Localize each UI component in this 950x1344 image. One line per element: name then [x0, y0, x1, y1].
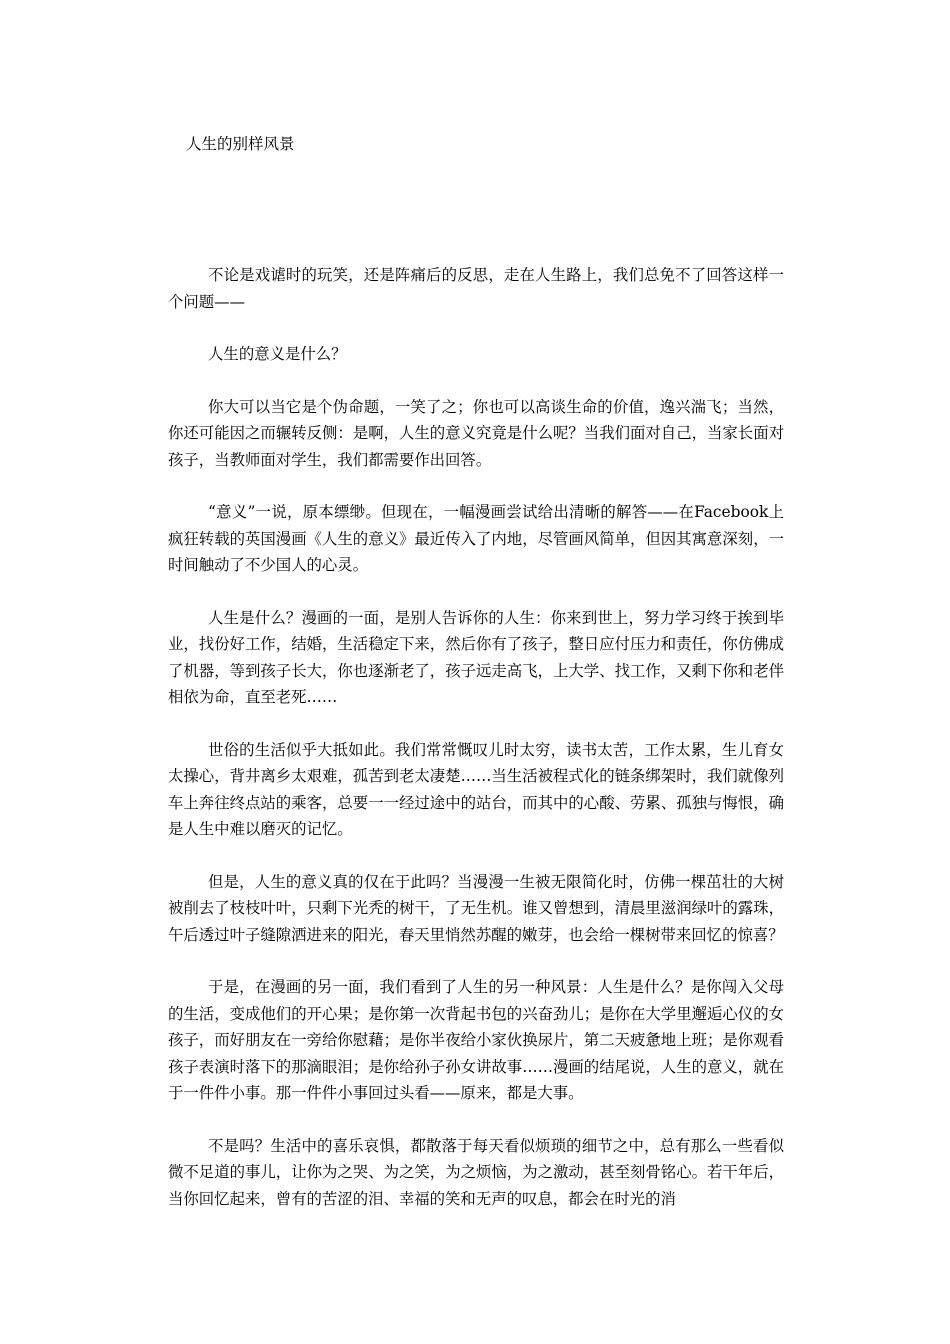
paragraph: 不是吗？生活中的喜乐哀惧，都散落于每天看似烦琐的细节之中，总有那么一些看似微不足道的事儿，让你为之哭、为之笑，为之烦恼，为之激动，甚至刻骨铭心。若干年后，当你回忆起来，曾有的苦涩的泪、幸福的笑和无声的叹息，都会在时光的消 [168, 1136, 784, 1208]
paragraph: 但是，人生的意义真的仅在于此吗？当漫漫一生被无限简化时，仿佛一棵茁壮的大树被削去了枝枝叶叶，只剩下光秃的树干，了无生机。谁又曾想到，清晨里滋润绿叶的露珠，午后透过叶子缝隙洒进来的阳光，春天里悄然苏醒的嫩芽，也会给一棵树带来回忆的惊喜？ [168, 872, 784, 944]
paragraph: 于是，在漫画的另一面，我们看到了人生的另一种风景：人生是什么？是你闯入父母的生活，变成他们的开心果；是你第一次背起书包的兴奋劲儿；是你在大学里邂逅心仪的女孩子，而好朋友在一旁给你慰藉；是你半夜给小家伙换尿片，第二天疲惫地上班；是你观看孩子表演时落下的那滴眼泪；是你给孙子孙女讲故事……漫画的结尾说，人生的意义，就在于一件件小事。那一件件小事回过头看——原来，都是大事。 [168, 978, 784, 1102]
document-body [168, 262, 784, 1238]
paragraph: 人生的意义是什么？ [208, 345, 347, 363]
document-title: 人生的别样风景 [186, 135, 295, 153]
paragraph: 人生是什么？漫画的一面，是别人告诉你的人生：你来到世上，努力学习终于挨到毕业，找份好工作，结婚，生活稳定下来，然后你有了孩子，整日应付压力和责任，你仿佛成了机器，等到孩子长大，你也逐渐老了，孩子远走高飞，上大学、找工作，又剩下你和老伴相依为命，直至老死…… [168, 608, 784, 706]
paragraph: 你大可以当它是个伪命题，一笑了之；你也可以高谈生命的价值，逸兴湍飞；当然，你还可能因之而辗转反侧：是啊，人生的意义究竟是什么呢？当我们面对自己，当家长面对孩子，当教师面对学生，我们都需要作出回答。 [168, 397, 784, 469]
paragraph: 不论是戏谑时的玩笑，还是阵痛后的反思，走在人生路上，我们总免不了回答这样一个问题—— [168, 266, 784, 311]
paragraph: 世俗的生活似乎大抵如此。我们常常慨叹儿时太穷，读书太苦，工作太累，生儿育女太操心，背井离乡太艰难，孤苦到老太凄楚……当生活被程式化的链条绑架时，我们就像列车上奔往终点站的乘客，总要一一经过途中的站台，而其中的心酸、劳累、孤独与悔恨，确是人生中难以磨灭的记忆。 [168, 740, 784, 838]
paragraph: “意义”一说，原本缥缈。但现在，一幅漫画尝试给出清晰的解答——在Facebook上疯狂转载的英国漫画《人生的意义》最近传入了内地，尽管画风简单，但因其寓意深刻，一时间触动了不少国人的心灵。 [168, 503, 784, 574]
